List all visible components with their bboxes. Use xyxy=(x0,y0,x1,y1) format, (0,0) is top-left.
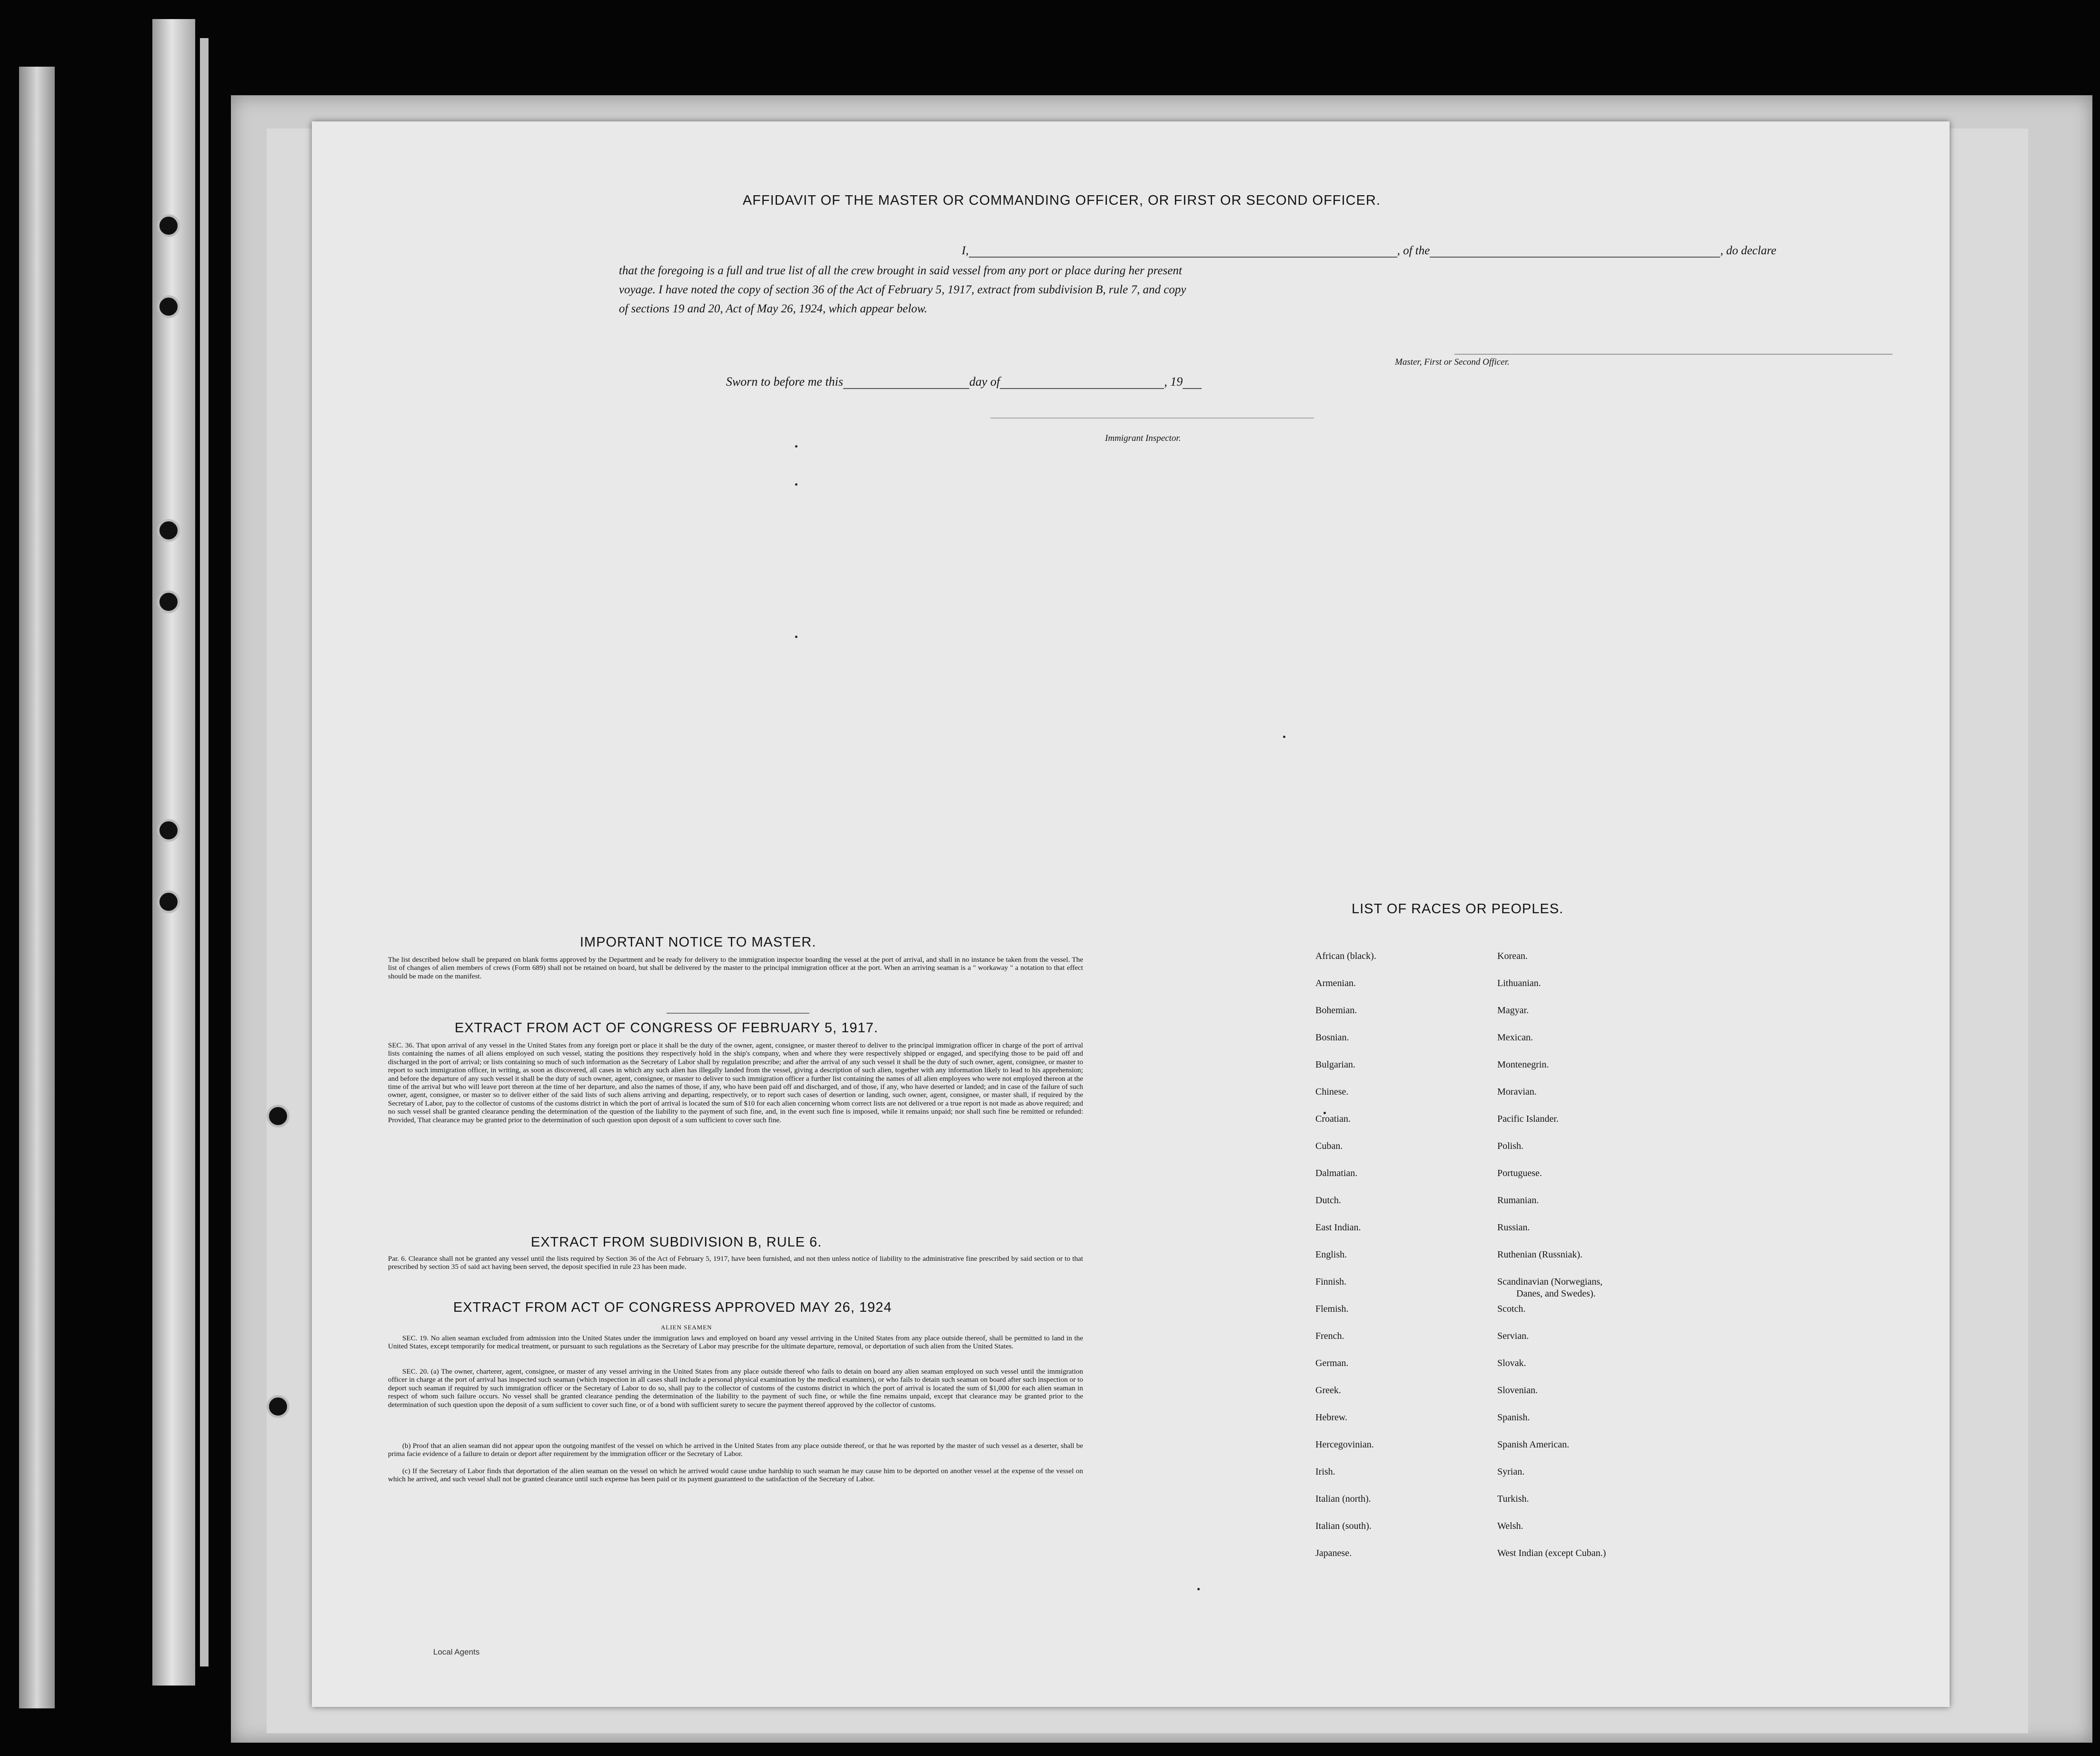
extract-1924-sec20a: SEC. 20. (a) The owner, charterer, agent, consignee, or master of any vessel arriving in the United States from any place outside thereof who fails to detain on board any alien seaman employed on such vessel until the immigration officer in charge at the port of arrival has inspected such seaman (which inspection in all cases shall include a personal physical examination by the medical examiners), or who fails to detain such seaman on board after such inspection or to deport such seaman if required by such immigration officer or the Secretary of Labor to do so, shall pay to the collector of customs of the customs district in which the port of arrival is located the sum of $1,000 for each alien seaman in respect of whom such failure occurs. No vessel shall be granted clearance pending the determination of the liability to the payment of such fine, or while the fine remains unpaid, except that clearance may be granted prior to the determination of such question upon the deposit of a sum sufficient to cover such fine, or of a bond with sufficient surety to secure the payment thereof approved by the collector of customs. xyxy=(388,1367,1083,1409)
race-item: Spanish American. xyxy=(1497,1439,1570,1450)
race-item: Magyar. xyxy=(1497,1005,1529,1016)
signature-line[interactable] xyxy=(1454,354,1892,355)
race-item: Dutch. xyxy=(1315,1195,1341,1206)
vessel-blank[interactable] xyxy=(1430,257,1720,258)
race-item: Ruthenian (Russniak). xyxy=(1497,1249,1582,1260)
race-item: Mexican. xyxy=(1497,1032,1533,1043)
race-item: Bosnian. xyxy=(1315,1032,1349,1043)
affidavit-line-3: voyage. I have noted the copy of section 36 of the Act of February 5, 1917, extract from subdivision B, rule 7, and copy xyxy=(619,283,1186,296)
sworn-year-blank[interactable] xyxy=(1183,388,1202,389)
race-item: Welsh. xyxy=(1497,1521,1523,1531)
inspector-signature-line[interactable] xyxy=(990,418,1314,419)
race-item: West Indian (except Cuban.) xyxy=(1497,1548,1606,1558)
race-item: Rumanian. xyxy=(1497,1195,1539,1206)
race-item: Irish. xyxy=(1315,1467,1335,1477)
race-item: Croatian. xyxy=(1315,1114,1351,1124)
ink-dot xyxy=(795,445,797,448)
race-item: Turkish. xyxy=(1497,1494,1529,1504)
binder-hole xyxy=(157,295,180,318)
race-item: Polish. xyxy=(1497,1141,1524,1151)
extract-1924-sec20c: (c) If the Secretary of Labor finds that deportation of the alien seaman on the vessel on which he arrived would cause undue hardship to such seaman he may cause him to be deported on another vessel at the expense of the vessel on which he arrived, and such vessel shall not be granted clearance until such expense has been paid or its payment guaranteed to the satisfaction of the Secretary of Labor. xyxy=(388,1467,1083,1484)
race-item: French. xyxy=(1315,1331,1344,1341)
extract-1917-body: SEC. 36. That upon arrival of any vessel in the United States from any foreign port or place it shall be the duty of the owner, agent, consignee, or master thereof to deliver to the principal immigration officer in charge of the port of arrival lists containing the names of all aliens employed on such vessel, stating the positions they respectively hold in the ship's company, when and where they were respectively shipped or engaged, and specifying those to be paid off and discharged in the port of arrival; or lists containing so much of such information as the Secretary of Labor shall by regulation prescribe; and after the arrival of any such vessel it shall be the duty of such owner, agent, consignee, or master to report to such immigration officer, in writing, as soon as discovered, all cases in which any such alien has illegally landed from the vessel, giving a description of such alien, together with any information likely to lead to his apprehension; and before the departure of any such vessel it shall be the duty of such owner, agent, consignee, or master to deliver to such immigration officer a further list containing the names of all alien employees who were not employed thereon at the time of the arrival but who will leave port thereon at the time of her departure, and also the names of those, if any, who have been paid off and discharged, and of those, if any, who have deserted or landed; and in case of the failure of such owner, agent, consignee, or master so to deliver either of the said lists of such aliens arriving and departing, respectively, or to report such cases of desertion or landing, such owner, agent, consignee, or master shall, if required by the Secretary of Labor, pay to the collector of customs of the customs district in which the port of arrival is located the sum of $10 for each alien concerning whom correct lists are not delivered or a true report is not made as above required; and no such vessel shall be granted clearance pending the determination of the question of the liability to the payment of such fine, and, in the event such fine is imposed, while it remains unpaid; nor shall such fine be remitted or refunded: Provided, That clearance may be granted prior to the determination of such question upon deposit of a sum sufficient to cover such fine. xyxy=(388,1041,1083,1124)
ink-dot xyxy=(1197,1588,1200,1590)
race-item: Bohemian. xyxy=(1315,1005,1357,1016)
race-item: African (black). xyxy=(1315,951,1376,961)
race-item: Flemish. xyxy=(1315,1304,1349,1314)
extract-1917-title: EXTRACT FROM ACT OF CONGRESS OF FEBRUARY 5, 1917. xyxy=(455,1020,878,1036)
affidavit-page xyxy=(312,121,1950,1707)
race-item: English. xyxy=(1315,1249,1347,1260)
race-item: Cuban. xyxy=(1315,1141,1343,1151)
race-item: Portuguese. xyxy=(1497,1168,1542,1178)
race-item: Armenian. xyxy=(1315,978,1356,988)
affidavit-title: AFFIDAVIT OF THE MASTER OR COMMANDING OFFICER, OR FIRST OR SECOND OFFICER. xyxy=(743,193,1381,208)
binder-hole xyxy=(267,1105,289,1127)
affidavit-line-2: that the foregoing is a full and true list of all the crew brought in said vessel from any port or place during her present xyxy=(619,264,1182,277)
race-item: Moravian. xyxy=(1497,1087,1537,1097)
extract-1924-title: EXTRACT FROM ACT OF CONGRESS APPROVED MAY 26, 1924 xyxy=(453,1300,892,1315)
notice-body: The list described below shall be prepared on blank forms approved by the Department and be ready for delivery to the immigration inspector boarding the vessel at the port of arrival, and shall in no instance be taken from the vessel. The list of changes of alien members of crews (Form 689) shall not be retained on board, but shall be delivered by the master to the principal immigration officer at the port. When an arriving seaman is a " workaway " a notation to that effect should be made on the manifest. xyxy=(388,956,1083,980)
race-item: Finnish. xyxy=(1315,1277,1347,1287)
race-item: Lithuanian. xyxy=(1497,978,1541,988)
sworn-day-of: day of xyxy=(969,375,1000,389)
binder-hole xyxy=(157,819,180,842)
race-item: Slovak. xyxy=(1497,1358,1526,1368)
extract-1924-sec20b: (b) Proof that an alien seaman did not appear upon the outgoing manifest of the vessel on which he arrived in the United States from any place outside thereof, or that he was reported by the master of such vessel as a deserter, shall be prima facie evidence of a failure to detain or deport after requirement by the immigration officer or the Secretary of Labor. xyxy=(388,1442,1083,1458)
ink-dot xyxy=(795,483,797,486)
binder-hole xyxy=(157,890,180,913)
sworn-year: , 19 xyxy=(1164,375,1183,389)
race-item: Hercegovinian. xyxy=(1315,1439,1374,1450)
binder-strip-edge xyxy=(200,38,209,1666)
ink-dot xyxy=(1283,736,1285,738)
race-item: Chinese. xyxy=(1315,1087,1349,1097)
race-item: German. xyxy=(1315,1358,1349,1368)
notice-title: IMPORTANT NOTICE TO MASTER. xyxy=(580,935,816,950)
of-the-label: , of the xyxy=(1397,244,1430,257)
race-item: Servian. xyxy=(1497,1331,1529,1341)
race-item: Hebrew. xyxy=(1315,1412,1348,1423)
race-item: Spanish. xyxy=(1497,1412,1530,1423)
sworn-day-blank[interactable] xyxy=(843,388,969,389)
race-item: Montenegrin. xyxy=(1497,1059,1549,1070)
race-item: Dalmatian. xyxy=(1315,1168,1358,1178)
race-item: Italian (south). xyxy=(1315,1521,1372,1531)
binder-hole xyxy=(157,590,180,613)
signature-label: Master, First or Second Officer. xyxy=(1395,357,1510,367)
race-item: Syrian. xyxy=(1497,1467,1525,1477)
ink-dot xyxy=(795,636,797,638)
affidavit-i-label: I, xyxy=(962,244,969,257)
race-item: Scotch. xyxy=(1497,1304,1526,1314)
races-title: LIST OF RACES OR PEOPLES. xyxy=(1352,901,1564,917)
race-item: Russian. xyxy=(1497,1222,1530,1233)
do-declare-label: , do declare xyxy=(1720,244,1777,257)
race-item: Pacific Islander. xyxy=(1497,1114,1559,1124)
binder-hole xyxy=(157,519,180,542)
race-item: Japanese. xyxy=(1315,1548,1352,1558)
sworn-month-blank[interactable] xyxy=(1000,388,1164,389)
affidavit-line-4: of sections 19 and 20, Act of May 26, 1924, which appear below. xyxy=(619,302,927,315)
race-item: Danes, and Swedes). xyxy=(1516,1288,1596,1299)
extract-1924-sec19: SEC. 19. No alien seaman excluded from admission into the United States under the immigration laws and employed on board any vessel arriving in the United States from any place outside thereof, shall be permitted to land in the United States, except temporarily for medical treatment, or pursuant to such regulations as the Secretary of Labor may prescribe for the ultimate departure, removal, or deportation of such alien from the United States. xyxy=(388,1334,1083,1351)
race-item: Korean. xyxy=(1497,951,1528,961)
race-item: Greek. xyxy=(1315,1385,1341,1396)
race-item: East Indian. xyxy=(1315,1222,1361,1233)
name-blank[interactable] xyxy=(969,257,1397,258)
binder-hole xyxy=(267,1395,289,1418)
affidavit-line-1 xyxy=(962,244,1776,258)
binder-hole xyxy=(157,214,180,237)
race-item: Italian (north). xyxy=(1315,1494,1371,1504)
binder-strip xyxy=(152,19,195,1686)
sworn-prefix: Sworn to before me this xyxy=(726,375,844,389)
section-divider xyxy=(667,1013,809,1014)
extract-rule6-body: Par. 6. Clearance shall not be granted any vessel until the lists required by Section 36 of the Act of February 5, 1917, have been furnished, and not then unless notice of liability to the administrative fine prescribed by said section or to that prescribed by section 35 of said act having been served, the deposit specified in rule 23 has been made. xyxy=(388,1255,1083,1271)
film-edge-strip xyxy=(19,67,55,1708)
local-agents-label: Local Agents xyxy=(433,1647,480,1656)
sworn-line xyxy=(726,375,1202,389)
inspector-label: Immigrant Inspector. xyxy=(1105,433,1181,443)
race-item: Scandinavian (Norwegians, xyxy=(1497,1277,1603,1287)
alien-seamen-subtitle: ALIEN SEAMEN xyxy=(661,1324,712,1331)
race-item: Bulgarian. xyxy=(1315,1059,1355,1070)
race-item: Slovenian. xyxy=(1497,1385,1538,1396)
extract-rule6-title: EXTRACT FROM SUBDIVISION B, RULE 6. xyxy=(531,1235,822,1250)
